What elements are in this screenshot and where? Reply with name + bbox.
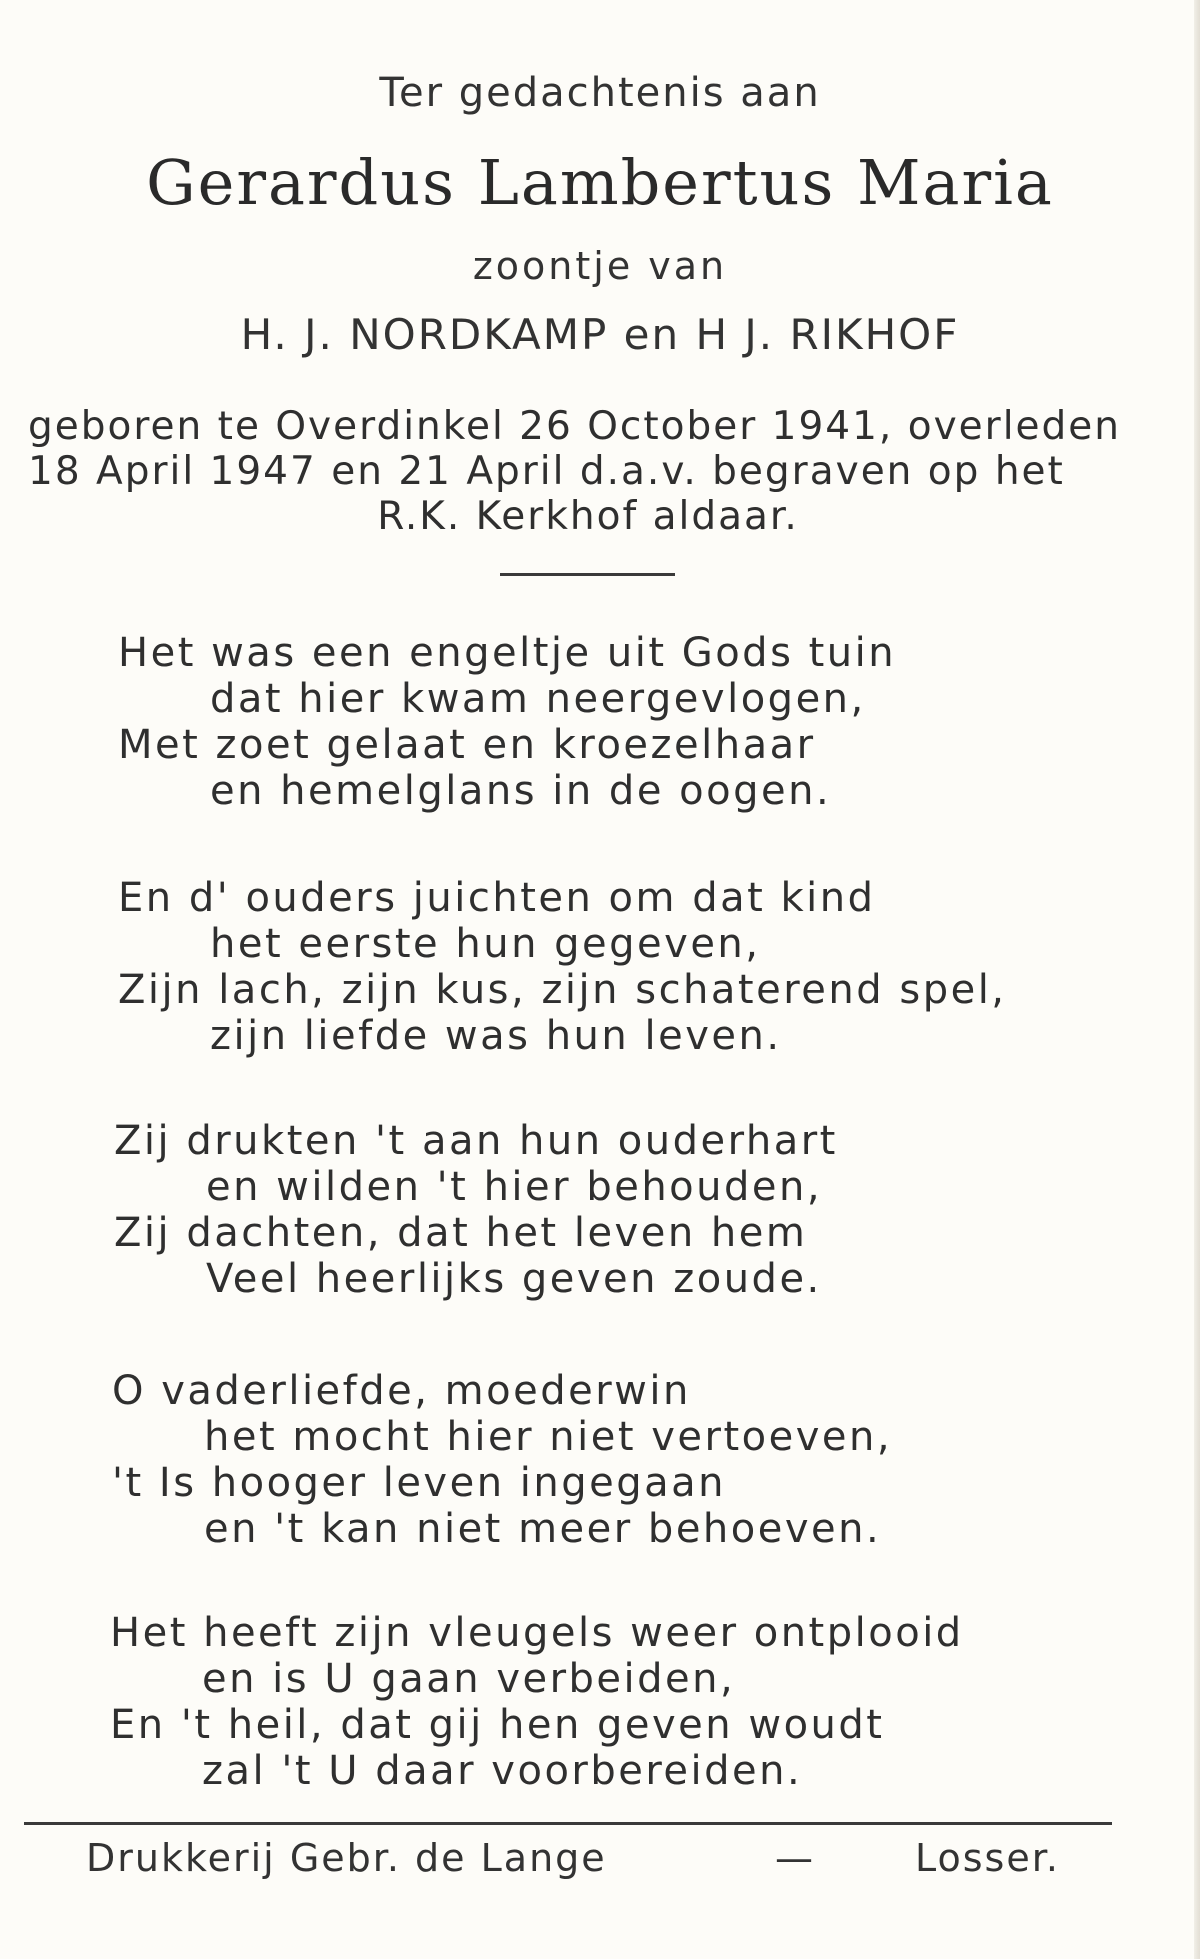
relation-text: zoontje van	[472, 244, 728, 288]
printer-name: Drukkerij Gebr. de Lange	[86, 1836, 607, 1880]
details-line-2: 18 April 1947 en 21 April d.a.v. begraven op het	[28, 449, 1065, 494]
poem-line: O vaderliefde, moederwin	[112, 1368, 691, 1414]
poem-line: zijn liefde was hun leven.	[210, 1013, 782, 1059]
intro-text: Ter gedachtenis aan	[379, 70, 821, 116]
poem-line: het eerste hun gegeven,	[210, 921, 761, 967]
poem-line: 't Is hooger leven ingegaan	[112, 1460, 727, 1506]
short-divider	[500, 573, 675, 576]
poem-line: dat hier kwam neergevlogen,	[210, 676, 866, 722]
poem-line: Zijn lach, zijn kus, zijn schaterend spel,	[118, 967, 1007, 1013]
poem-line: Zij dachten, dat het leven hem	[114, 1210, 808, 1256]
poem-line: en hemelglans in de oogen.	[210, 768, 832, 814]
poem-stanza-1	[118, 630, 896, 814]
footer-dash: —	[775, 1836, 815, 1880]
poem-line: Met zoet gelaat en kroezelhaar	[118, 722, 816, 768]
poem-line: Het was een engeltje uit Gods tuin	[118, 630, 897, 676]
footer-divider	[24, 1822, 1112, 1825]
poem-stanza-3	[114, 1118, 838, 1302]
card-edge	[1194, 0, 1200, 1959]
parents-names: H. J. NORDKAMP en H J. RIKHOF	[240, 310, 960, 359]
poem-line: Veel heerlijks geven zoude.	[206, 1256, 822, 1302]
poem-line: het mocht hier niet vertoeven,	[204, 1414, 893, 1460]
poem-line: zal 't U daar voorbereiden.	[202, 1748, 803, 1794]
deceased-name: Gerardus Lambertus Maria	[146, 146, 1054, 219]
poem-stanza-5	[110, 1610, 964, 1794]
poem-stanza-4	[112, 1368, 892, 1552]
printer-city: Losser.	[915, 1836, 1060, 1880]
poem-line: Het heeft zijn vleugels weer ontplooid	[110, 1610, 964, 1656]
poem-line: en wilden 't hier behouden,	[206, 1164, 823, 1210]
poem-line: En 't heil, dat gij hen geven woudt	[110, 1702, 885, 1748]
poem-line: en is U gaan verbeiden,	[202, 1656, 736, 1702]
poem-line: En d' ouders juichten om dat kind	[118, 875, 876, 921]
birth-death-details	[28, 404, 1148, 539]
details-line-3: R.K. Kerkhof aldaar.	[377, 494, 799, 539]
details-line-1: geboren te Overdinkel 26 October 1941, overleden	[28, 404, 1121, 449]
poem-stanza-2	[118, 875, 1007, 1059]
poem-line: Zij drukten 't aan hun ouderhart	[114, 1118, 838, 1164]
poem-line: en 't kan niet meer behoeven.	[204, 1506, 882, 1552]
